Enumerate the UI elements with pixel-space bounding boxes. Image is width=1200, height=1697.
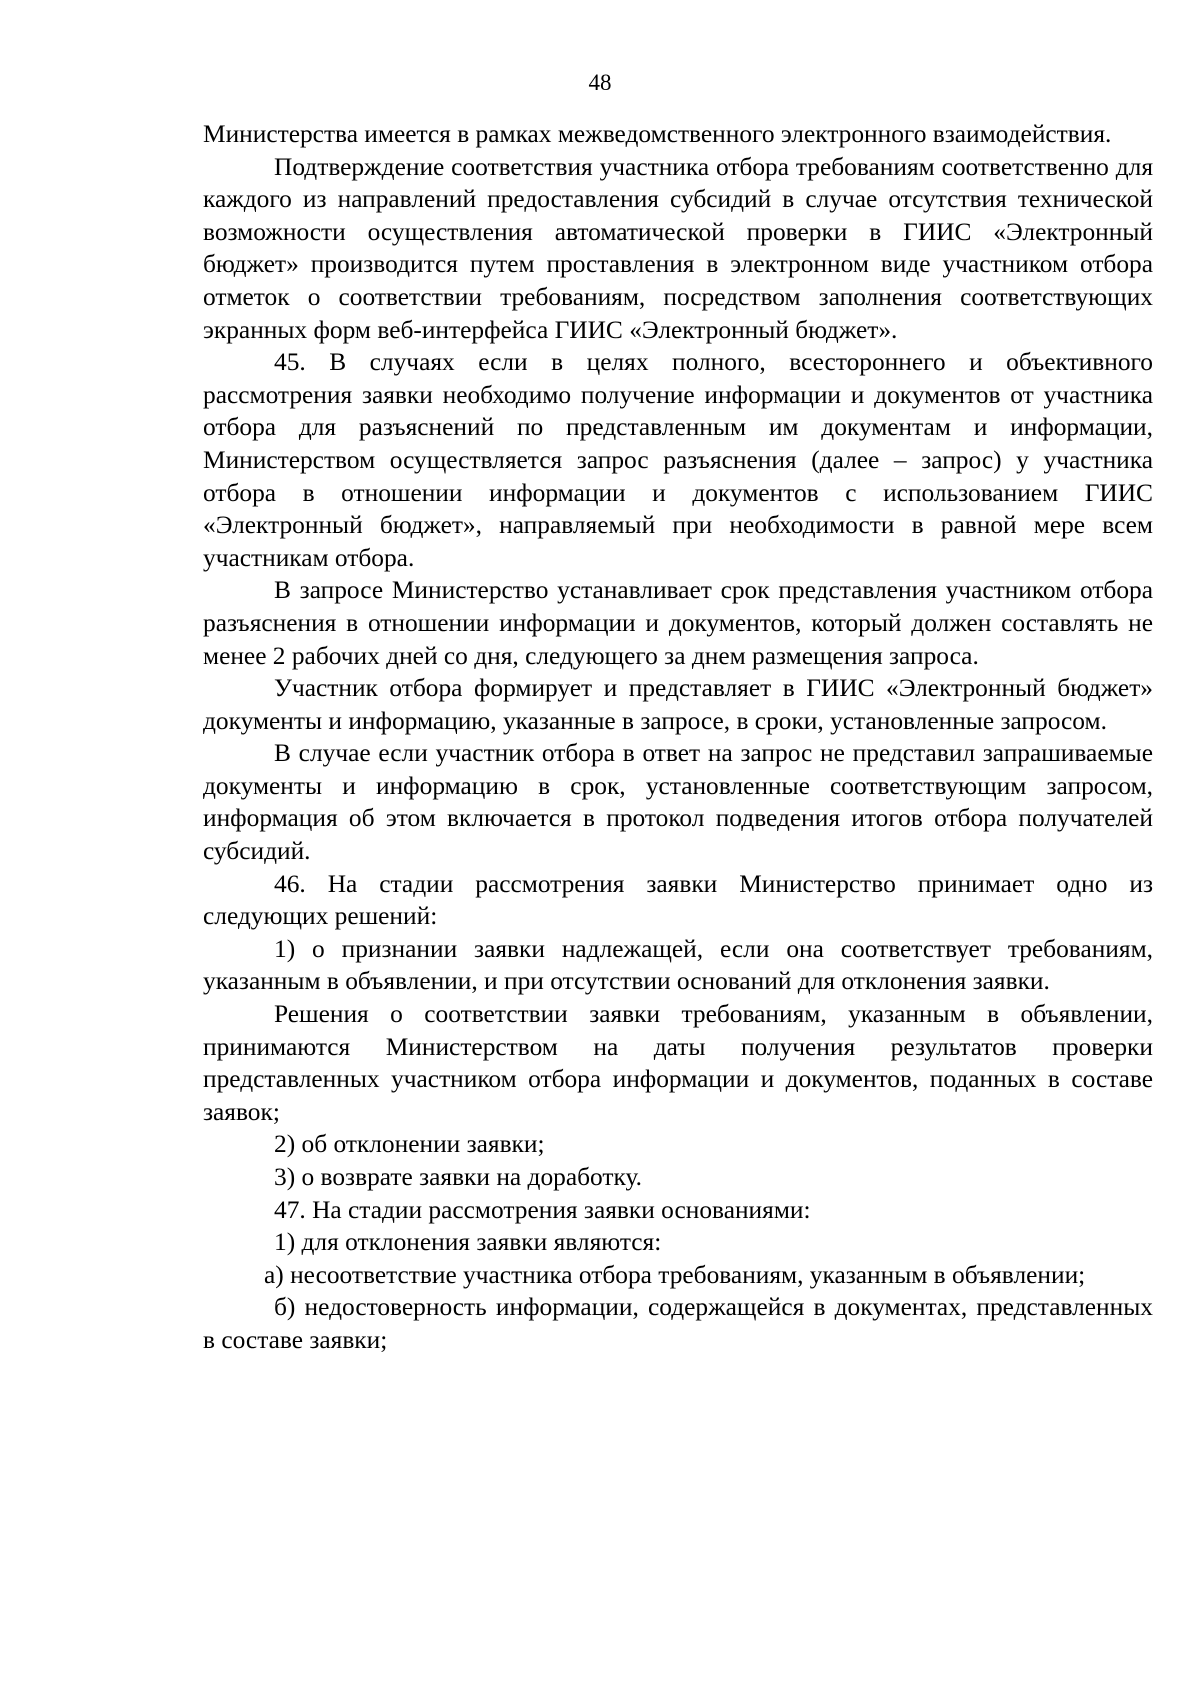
paragraph-continuation: Министерства имеется в рамках межведомственного электронного взаимодействия.	[203, 120, 1112, 148]
paragraph-item-47: 47. На стадии рассмотрения заявки основаниями:	[274, 1195, 811, 1224]
paragraph-item-45: 45. В случаях если в целях полного, всестороннего и объективного рассмотрения заявки необходимо получение информации и документов от участника отбора для разъяснений по представленным им документам и информации, Министерством осуществляется запрос разъяснения (далее – запрос) у участника отбора в отношении информации и документов с использованием ГИИС «Электронный бюджет», направляемый при необходимости в равной мере всем участникам отбора.	[203, 348, 1153, 572]
paragraph-no-response: В случае если участник отбора в ответ на запрос не представил запрашиваемые документы и информацию в срок, установленные соответствующим запросом, информация об этом включается в протокол подведения итогов отбора получателей субсидий.	[203, 739, 1153, 866]
paragraph-decision-2: 2) об отклонении заявки;	[274, 1130, 545, 1159]
paragraph-participant-submits: Участник отбора формирует и представляет в ГИИС «Электронный бюджет» документы и информацию, указанные в запросе, в сроки, установленные запросом.	[203, 674, 1153, 735]
paragraph-decision-3: 3) о возврате заявки на доработку.	[274, 1163, 642, 1191]
document-body	[203, 118, 1153, 1357]
page-number: 48	[588, 70, 612, 95]
paragraph-grounds-1: 1) для отклонения заявки являются:	[274, 1228, 662, 1257]
paragraph-ground-b: б) недостоверность информации, содержащейся в документах, представленных в составе заявки;	[203, 1293, 1153, 1354]
paragraph-decisions-timing: Решения о соответствии заявки требованиям, указанным в объявлении, принимаются Министерством на даты получения результатов проверки представленных участником отбора информации и документов, поданных в составе заявок;	[203, 1000, 1153, 1126]
paragraph-item-46: 46. На стадии рассмотрения заявки Министерство принимает одно из следующих решений:	[203, 869, 1153, 931]
paragraph-ground-a: а) несоответствие участника отбора требованиям, указанным в объявлении;	[264, 1260, 1086, 1289]
paragraph-decision-1: 1) о признании заявки надлежащей, если она соответствует требованиям, указанным в объявлении, и при отсутствии оснований для отклонения заявки.	[203, 934, 1153, 996]
paragraph-request-deadline: В запросе Министерство устанавливает срок представления участником отбора разъяснения в отношении информации и документов, который должен составлять не менее 2 рабочих дней со дня, следующего за днем размещения запроса.	[203, 576, 1153, 670]
paragraph-confirmation: Подтверждение соответствия участника отбора требованиям соответственно для каждого из направлений предоставления субсидий в случае отсутствия технической возможности осуществления автоматической проверки в ГИИС «Электронный бюджет» производится путем проставления в электронном виде участником отбора отметок о соответствии требованиям, посредством заполнения соответствующих экранных форм веб-интерфейса ГИИС «Электронный бюджет».	[203, 152, 1153, 344]
